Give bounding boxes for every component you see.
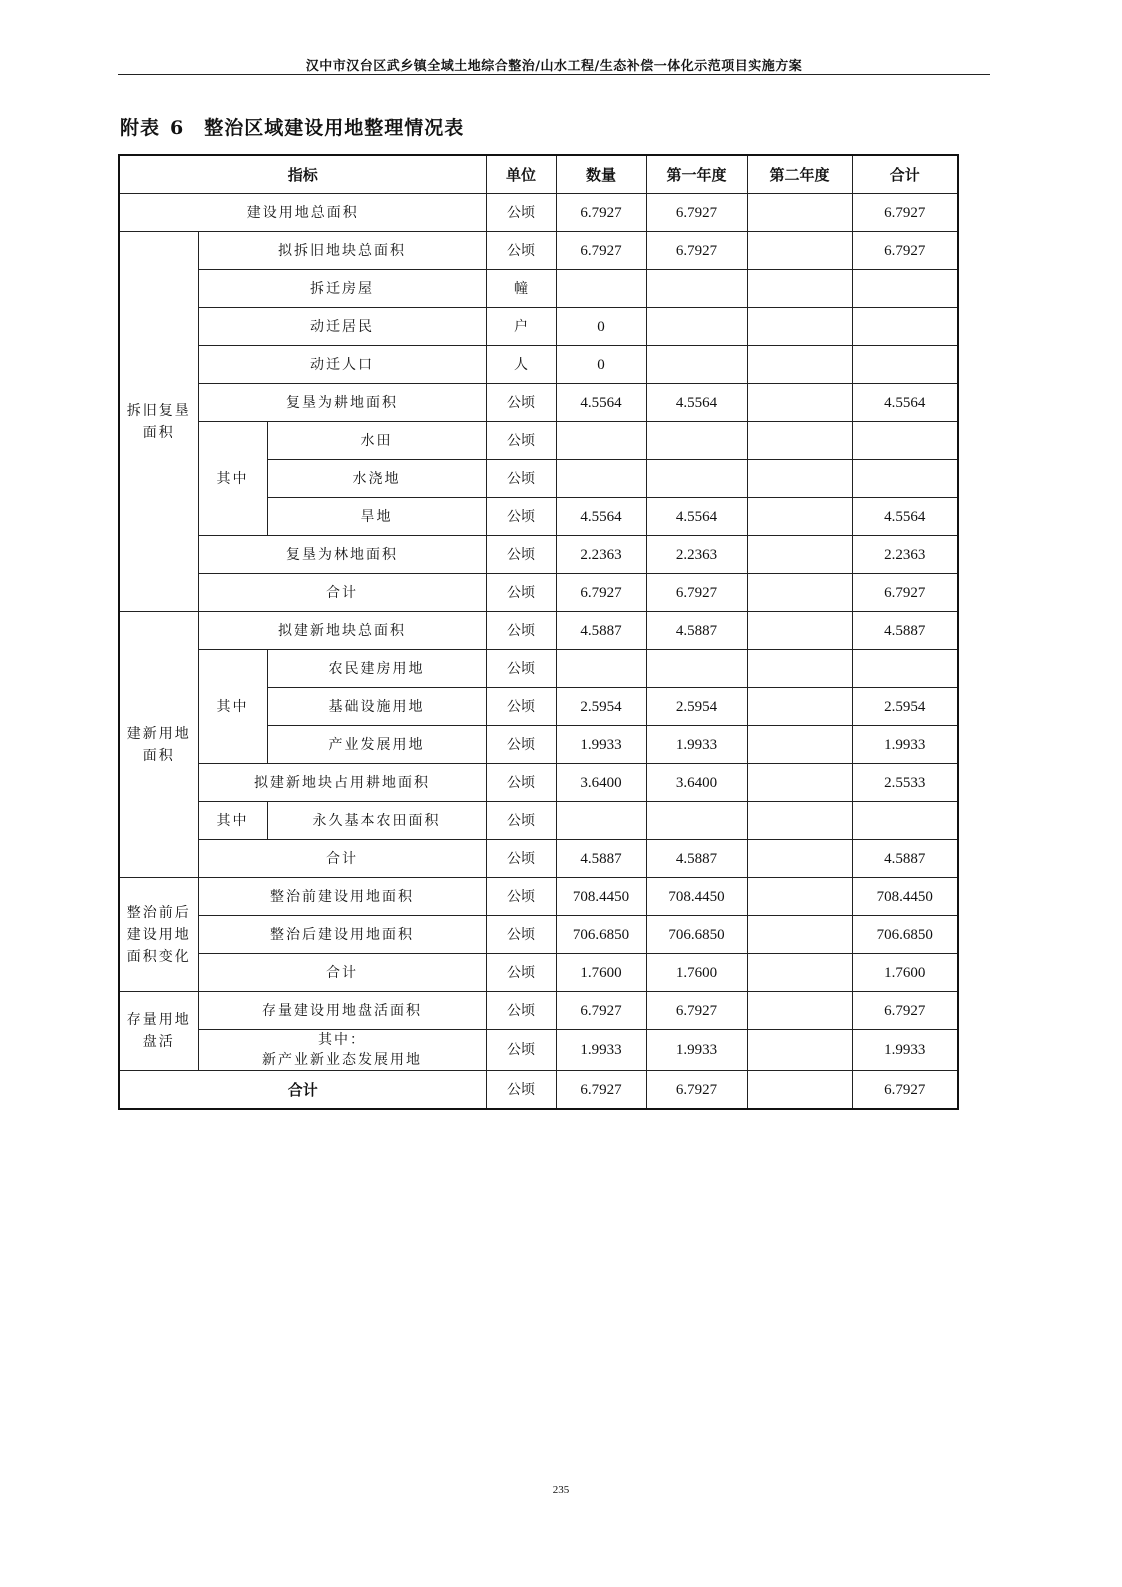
- total-cell: 4.5564: [852, 384, 958, 422]
- row-label: 合计: [198, 954, 486, 992]
- quantity-cell: 4.5564: [556, 384, 646, 422]
- table-row: [119, 612, 958, 650]
- year2-cell: [747, 612, 852, 650]
- year1-cell: 3.6400: [646, 764, 747, 802]
- year2-cell: [747, 232, 852, 270]
- total-cell: 4.5564: [852, 498, 958, 536]
- year1-cell: 706.6850: [646, 916, 747, 954]
- group-label-text: 存量用地盘活: [126, 1012, 191, 1050]
- year2-cell: [747, 650, 852, 688]
- total-cell: 1.9933: [852, 726, 958, 764]
- table-row: [119, 650, 958, 688]
- year2-cell: [747, 916, 852, 954]
- table-row: [119, 574, 958, 612]
- unit-cell: 公顷: [486, 878, 556, 916]
- year2-cell: [747, 422, 852, 460]
- total-cell: 6.7927: [852, 194, 958, 232]
- unit-cell: 公顷: [486, 1030, 556, 1071]
- year1-cell: 708.4450: [646, 878, 747, 916]
- table-row: [119, 536, 958, 574]
- quantity-cell: 4.5887: [556, 840, 646, 878]
- row-label: 农民建房用地: [267, 650, 486, 688]
- unit-cell: 公顷: [486, 536, 556, 574]
- total-cell: 2.5533: [852, 764, 958, 802]
- quantity-cell: [556, 422, 646, 460]
- quantity-cell: 0: [556, 346, 646, 384]
- row-label-line2: 新产业新业态发展用地: [262, 1052, 422, 1068]
- year2-cell: [747, 954, 852, 992]
- year2-cell: [747, 536, 852, 574]
- table-row: [119, 954, 958, 992]
- year1-cell: [646, 802, 747, 840]
- year2-cell: [747, 992, 852, 1030]
- unit-cell: 公顷: [486, 194, 556, 232]
- col-header-year1: 第一年度: [646, 155, 747, 194]
- quantity-cell: [556, 270, 646, 308]
- col-header-year2: 第二年度: [747, 155, 852, 194]
- running-header: 汉中市汉台区武乡镇全域土地综合整治/山水工程/生态补偿一体化示范项目实施方案: [305, 59, 803, 74]
- row-label: 建设用地总面积: [119, 194, 486, 232]
- table-row: [119, 764, 958, 802]
- quantity-cell: 6.7927: [556, 194, 646, 232]
- total-cell: [852, 650, 958, 688]
- group-label-change: [119, 878, 198, 992]
- unit-cell: 公顷: [486, 840, 556, 878]
- unit-cell: 公顷: [486, 954, 556, 992]
- year2-cell: [747, 840, 852, 878]
- group-label-demolish: [119, 232, 198, 612]
- sub-label-of-which: 其中: [198, 650, 267, 764]
- total-cell: [852, 346, 958, 384]
- row-label: 合计: [198, 574, 486, 612]
- year2-cell: [747, 346, 852, 384]
- row-label: 整治前建设用地面积: [198, 878, 486, 916]
- table-row: [119, 346, 958, 384]
- row-label: 拟建新地块占用耕地面积: [198, 764, 486, 802]
- table-row: [119, 308, 958, 346]
- unit-cell: 幢: [486, 270, 556, 308]
- row-label: 动迁居民: [198, 308, 486, 346]
- total-cell: 4.5887: [852, 840, 958, 878]
- year2-cell: [747, 308, 852, 346]
- year2-cell: [747, 270, 852, 308]
- table-row: [119, 384, 958, 422]
- group-label-text: 建新用地面积: [126, 725, 191, 764]
- year2-cell: [747, 1071, 852, 1110]
- unit-cell: 公顷: [486, 650, 556, 688]
- group-label-newbuild: [119, 612, 198, 878]
- quantity-cell: 0: [556, 308, 646, 346]
- year2-cell: [747, 764, 852, 802]
- sub-label-of-which: 其中: [198, 422, 267, 536]
- table-row: [119, 422, 958, 460]
- table-row-grand-total: [119, 1071, 958, 1110]
- total-cell: 2.5954: [852, 688, 958, 726]
- year1-cell: 1.9933: [646, 726, 747, 764]
- quantity-cell: [556, 802, 646, 840]
- total-cell: [852, 308, 958, 346]
- unit-cell: 户: [486, 308, 556, 346]
- unit-cell: 公顷: [486, 384, 556, 422]
- table-header-row: [119, 155, 958, 194]
- table-title: [120, 113, 464, 140]
- title-prefix: 附表: [120, 117, 161, 139]
- quantity-cell: 2.2363: [556, 536, 646, 574]
- total-cell: 6.7927: [852, 232, 958, 270]
- table-row: [119, 878, 958, 916]
- total-cell: [852, 460, 958, 498]
- unit-cell: 公顷: [486, 764, 556, 802]
- total-cell: 1.7600: [852, 954, 958, 992]
- row-label: 动迁人口: [198, 346, 486, 384]
- year2-cell: [747, 574, 852, 612]
- quantity-cell: 4.5564: [556, 498, 646, 536]
- year2-cell: [747, 460, 852, 498]
- row-label: 复垦为耕地面积: [198, 384, 486, 422]
- quantity-cell: [556, 650, 646, 688]
- total-cell: 708.4450: [852, 878, 958, 916]
- total-cell: 1.9933: [852, 1030, 958, 1071]
- unit-cell: 公顷: [486, 612, 556, 650]
- year2-cell: [747, 688, 852, 726]
- table-row: [119, 270, 958, 308]
- unit-cell: 公顷: [486, 460, 556, 498]
- year1-cell: [646, 650, 747, 688]
- year1-cell: 2.2363: [646, 536, 747, 574]
- year1-cell: 4.5564: [646, 498, 747, 536]
- unit-cell: 公顷: [486, 992, 556, 1030]
- col-header-unit: 单位: [486, 155, 556, 194]
- quantity-cell: 6.7927: [556, 992, 646, 1030]
- quantity-cell: 1.7600: [556, 954, 646, 992]
- year2-cell: [747, 384, 852, 422]
- year2-cell: [747, 498, 852, 536]
- table-row: [119, 840, 958, 878]
- unit-cell: 公顷: [486, 498, 556, 536]
- year1-cell: [646, 270, 747, 308]
- quantity-cell: 1.9933: [556, 1030, 646, 1071]
- unit-cell: 公顷: [486, 574, 556, 612]
- unit-cell: 公顷: [486, 802, 556, 840]
- row-label: 拟建新地块总面积: [198, 612, 486, 650]
- year2-cell: [747, 1030, 852, 1071]
- quantity-cell: 1.9933: [556, 726, 646, 764]
- year2-cell: [747, 878, 852, 916]
- row-label-multiline: [198, 1030, 486, 1071]
- year1-cell: 4.5887: [646, 840, 747, 878]
- quantity-cell: 6.7927: [556, 232, 646, 270]
- year2-cell: [747, 194, 852, 232]
- year1-cell: 6.7927: [646, 194, 747, 232]
- year1-cell: 6.7927: [646, 574, 747, 612]
- year1-cell: 1.7600: [646, 954, 747, 992]
- row-label: 合计: [119, 1071, 486, 1110]
- group-label-stock: [119, 992, 198, 1071]
- year1-cell: 6.7927: [646, 232, 747, 270]
- total-cell: 706.6850: [852, 916, 958, 954]
- year1-cell: 4.5564: [646, 384, 747, 422]
- row-label: 旱地: [267, 498, 486, 536]
- year1-cell: 1.9933: [646, 1030, 747, 1071]
- col-header-quantity: 数量: [556, 155, 646, 194]
- total-cell: 4.5887: [852, 612, 958, 650]
- unit-cell: 公顷: [486, 726, 556, 764]
- year1-cell: [646, 308, 747, 346]
- unit-cell: 公顷: [486, 916, 556, 954]
- total-cell: 6.7927: [852, 1071, 958, 1110]
- unit-cell: 公顷: [486, 232, 556, 270]
- quantity-cell: 708.4450: [556, 878, 646, 916]
- unit-cell: 公顷: [486, 422, 556, 460]
- table-row: [119, 194, 958, 232]
- header-rule: [118, 74, 990, 75]
- col-header-total: 合计: [852, 155, 958, 194]
- row-label: 基础设施用地: [267, 688, 486, 726]
- unit-cell: 人: [486, 346, 556, 384]
- year1-cell: 6.7927: [646, 1071, 747, 1110]
- row-label: 水浇地: [267, 460, 486, 498]
- total-cell: [852, 802, 958, 840]
- group-label-text: 整治前后建设用地面积变化: [126, 904, 191, 965]
- total-cell: 6.7927: [852, 574, 958, 612]
- row-label-line1: 其中：: [318, 1032, 366, 1048]
- row-label: 水田: [267, 422, 486, 460]
- quantity-cell: 6.7927: [556, 1071, 646, 1110]
- group-label-text: 拆旧复垦面积: [126, 402, 191, 441]
- table-row: [119, 802, 958, 840]
- row-label: 复垦为林地面积: [198, 536, 486, 574]
- table-row: [119, 232, 958, 270]
- year1-cell: 4.5887: [646, 612, 747, 650]
- row-label: 拟拆旧地块总面积: [198, 232, 486, 270]
- year2-cell: [747, 802, 852, 840]
- quantity-cell: 4.5887: [556, 612, 646, 650]
- page-number: 235: [552, 1484, 570, 1496]
- table-row: [119, 992, 958, 1030]
- quantity-cell: 6.7927: [556, 574, 646, 612]
- year2-cell: [747, 726, 852, 764]
- quantity-cell: [556, 460, 646, 498]
- quantity-cell: 706.6850: [556, 916, 646, 954]
- unit-cell: 公顷: [486, 688, 556, 726]
- title-number: 6: [170, 117, 185, 139]
- total-cell: [852, 270, 958, 308]
- quantity-cell: 3.6400: [556, 764, 646, 802]
- year1-cell: [646, 422, 747, 460]
- land-consolidation-table: [118, 154, 959, 1110]
- table-row: [119, 916, 958, 954]
- row-label: 产业发展用地: [267, 726, 486, 764]
- year1-cell: [646, 346, 747, 384]
- sub-label-of-which: 其中: [198, 802, 267, 840]
- row-label: 整治后建设用地面积: [198, 916, 486, 954]
- total-cell: [852, 422, 958, 460]
- total-cell: 6.7927: [852, 992, 958, 1030]
- quantity-cell: 2.5954: [556, 688, 646, 726]
- year1-cell: [646, 460, 747, 498]
- year1-cell: 2.5954: [646, 688, 747, 726]
- col-header-indicator: 指标: [119, 155, 486, 194]
- row-label: 拆迁房屋: [198, 270, 486, 308]
- title-text: 整治区域建设用地整理情况表: [204, 117, 465, 139]
- row-label: 合计: [198, 840, 486, 878]
- row-label: 永久基本农田面积: [267, 802, 486, 840]
- total-cell: 2.2363: [852, 536, 958, 574]
- table-row: [119, 1030, 958, 1071]
- row-label: 存量建设用地盘活面积: [198, 992, 486, 1030]
- unit-cell: 公顷: [486, 1071, 556, 1110]
- year1-cell: 6.7927: [646, 992, 747, 1030]
